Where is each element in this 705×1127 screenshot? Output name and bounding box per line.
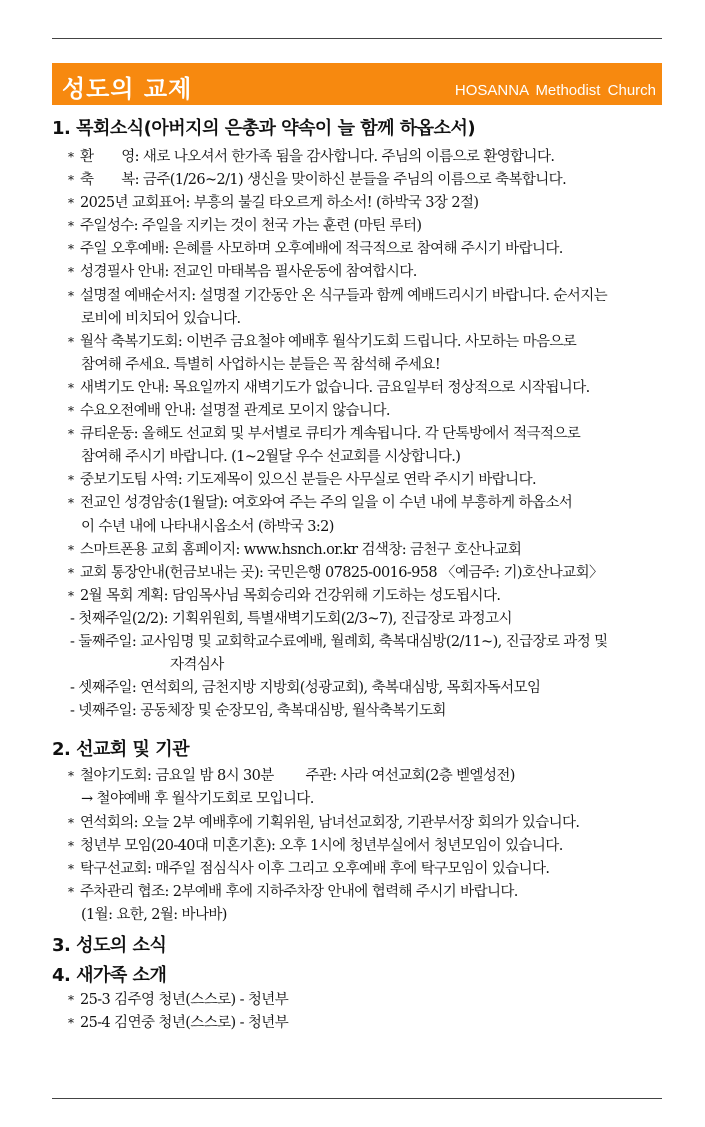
item-text: 중보기도팀 사역: 기도제목이 있으신 분들은 사무실로 연락 주시기 바랍니다. <box>80 472 536 489</box>
bullet-icon: * <box>68 496 74 511</box>
bullet-icon: * <box>68 380 74 395</box>
notice-item <box>52 469 682 492</box>
item-text: 25-4 김연중 청년(스스로) - 청년부 <box>80 1015 289 1032</box>
item-text: → 철야예배 후 월삭기도회로 모입니다. <box>81 791 314 808</box>
notice-item <box>52 169 682 192</box>
item-text: 설명절 예배순서지: 설명절 기간동안 온 식구들과 함께 예배드리시기 바랍니다. 순서지는 <box>80 287 608 304</box>
item-text: 청년부 모임(20-40대 미혼기혼): 오후 1시에 청년부실에서 청년모임이 있습니다. <box>80 837 563 854</box>
item-text: 축 복: 금주(1/26~2/1) 생신을 맞이하신 분들을 주님의 이름으로 축복합니다. <box>80 172 567 189</box>
bullet-icon: * <box>68 334 74 349</box>
church-name: HOSANNA Methodist Church <box>454 82 656 99</box>
item-text: 주일 오후예배: 은혜를 사모하며 오후예배에 적극적으로 참여해 주시기 바랍니다. <box>80 241 563 258</box>
item-text: 전교인 성경암송(1월달): 여호와여 주는 주의 일을 이 수년 내에 부흥하게 하옵소서 <box>80 495 573 512</box>
item-text: 월삭 축복기도회: 이번주 금요철야 예배후 월삭기도회 드립니다. 사모하는 마음으로 <box>80 333 577 350</box>
notice-item <box>52 881 682 927</box>
notice-item <box>52 539 682 562</box>
item-text: (1월: 요한, 2월: 바나바) <box>81 906 227 923</box>
item-text: 자격심사 <box>170 657 224 674</box>
bullet-icon: * <box>68 242 74 257</box>
item-text: 교회 통장안내(헌금보내는 곳): 국민은행 07825-0016-958 〈예금주: 기)호산나교회〉 <box>80 564 603 581</box>
item-text: 연석회의: 오늘 2부 예배후에 기획위원, 남녀선교회장, 기관부서장 회의가 있습니다. <box>80 814 580 831</box>
bullet-icon: * <box>68 173 74 188</box>
item-text: 새벽기도 안내: 목요일까지 새벽기도가 없습니다. 금요일부터 정상적으로 시작됩니다. <box>80 379 590 396</box>
notice-item <box>52 285 682 331</box>
plan-item <box>52 608 682 631</box>
item-text: 철야기도회: 금요일 밤 8시 30분 주관: 사라 여선교회(2층 벧엘성전) <box>80 768 515 785</box>
notice-item <box>52 377 682 400</box>
section-heading: 3. 성도의 소식 <box>52 935 167 956</box>
plan-item <box>52 631 682 677</box>
section-heading: 1. 목회소식(아버지의 은총과 약속이 늘 함께 하옵소서) <box>52 118 476 139</box>
item-text: 성경필사 안내: 전교인 마태복음 필사운동에 참여합시다. <box>80 264 417 281</box>
item-text: 2월 목회 계획: 담임목사님 목회승리와 건강위해 기도하는 성도됩시다. <box>80 587 501 604</box>
item-text: 참여해 주세요. 특별히 사업하시는 분들은 꼭 참석해 주세요! <box>81 356 441 373</box>
notice-item <box>52 989 682 1012</box>
notice-item <box>52 812 682 835</box>
bullet-icon: * <box>68 427 74 442</box>
bullet-icon: * <box>68 196 74 211</box>
bullet-icon: * <box>68 884 74 899</box>
section-heading: 2. 선교회 및 기관 <box>52 739 189 761</box>
item-text: 이 수년 내에 나타내시옵소서 (하박국 3:2) <box>81 518 334 535</box>
section-banner <box>52 63 662 105</box>
notice-item <box>52 562 682 585</box>
bullet-icon: * <box>68 150 74 164</box>
item-text: 로비에 비치되어 있습니다. <box>81 310 241 327</box>
bullet-icon: * <box>68 542 74 557</box>
bullet-icon: * <box>68 993 74 1007</box>
plan-item <box>52 700 682 723</box>
section-heading: 4. 새가족 소개 <box>52 965 167 986</box>
notice-item <box>52 765 682 811</box>
bullet-icon: * <box>68 838 74 853</box>
item-text: - 첫째주일(2/2): 기획위원회, 특별새벽기도회(2/3~7), 진급장로 과정고시 <box>70 610 512 627</box>
notice-item <box>52 1012 682 1035</box>
notice-item <box>52 492 682 538</box>
notice-item <box>52 400 682 423</box>
bullet-icon: * <box>68 565 74 580</box>
bullet-icon: * <box>68 815 74 830</box>
item-text: - 넷째주일: 공동체장 및 순장모임, 축복대심방, 월삭축복기도회 <box>70 703 446 720</box>
item-text: 25-3 김주영 청년(스스로) - 청년부 <box>80 992 289 1008</box>
banner-title: 성도의 교제 <box>62 75 193 103</box>
item-text: 큐티운동: 올해도 선교회 및 부서별로 큐티가 계속됩니다. 각 단톡방에서 적극적으로 <box>80 426 581 443</box>
item-text: 스마트폰용 교회 홈페이지: www.hsnch.or.kr 검색창: 금천구 호산나교회 <box>80 541 522 558</box>
bullet-icon: * <box>68 769 74 784</box>
plan-item <box>52 677 682 700</box>
item-text: - 셋째주일: 연석회의, 금천지방 지방회(성광교회), 축복대심방, 목회자독서모임 <box>70 680 541 697</box>
item-text: 환 영: 새로 나오셔서 한가족 됨을 감사합니다. 주님의 이름으로 환영합니다. <box>80 149 555 165</box>
notice-item <box>52 238 682 261</box>
item-text: 주차관리 협조: 2부예배 후에 지하주차장 안내에 협력해 주시기 바랍니다. <box>80 883 518 900</box>
top-rule <box>52 38 662 39</box>
bottom-rule <box>52 1098 662 1099</box>
bulletin-content <box>52 116 682 1035</box>
notice-item <box>52 261 682 284</box>
bullet-icon: * <box>68 473 74 488</box>
notice-item <box>52 858 682 881</box>
notice-item <box>52 331 682 377</box>
item-text: 주일성수: 주일을 지키는 것이 천국 가는 훈련 (마틴 루터) <box>80 218 422 235</box>
item-text: - 둘째주일: 교사임명 및 교회학교수료예배, 월례회, 축복대심방(2/11~), 진급장로 과정 및 <box>70 633 608 650</box>
item-text: 탁구선교회: 매주일 점심식사 이후 그리고 오후예배 후에 탁구모임이 있습니다. <box>80 860 550 877</box>
notice-item <box>52 585 682 608</box>
bullet-icon: * <box>68 1016 74 1031</box>
bullet-icon: * <box>68 219 74 234</box>
notice-item <box>52 423 682 469</box>
item-text: 참여해 주시기 바랍니다. (1~2월달 우수 선교회를 시상합니다.) <box>81 449 461 466</box>
bullet-icon: * <box>68 588 74 603</box>
item-text: 수요오전예배 안내: 설명절 관계로 모이지 않습니다. <box>80 403 390 420</box>
notice-item <box>52 215 682 238</box>
bullet-icon: * <box>68 288 74 303</box>
bullet-icon: * <box>68 861 74 876</box>
bullet-icon: * <box>68 404 74 419</box>
notice-item <box>52 192 682 215</box>
item-text: 2025년 교회표어: 부흥의 불길 타오르게 하소서! (하박국 3장 2절) <box>80 195 479 212</box>
notice-item <box>52 146 682 169</box>
notice-item <box>52 835 682 858</box>
bullet-icon: * <box>68 265 74 280</box>
